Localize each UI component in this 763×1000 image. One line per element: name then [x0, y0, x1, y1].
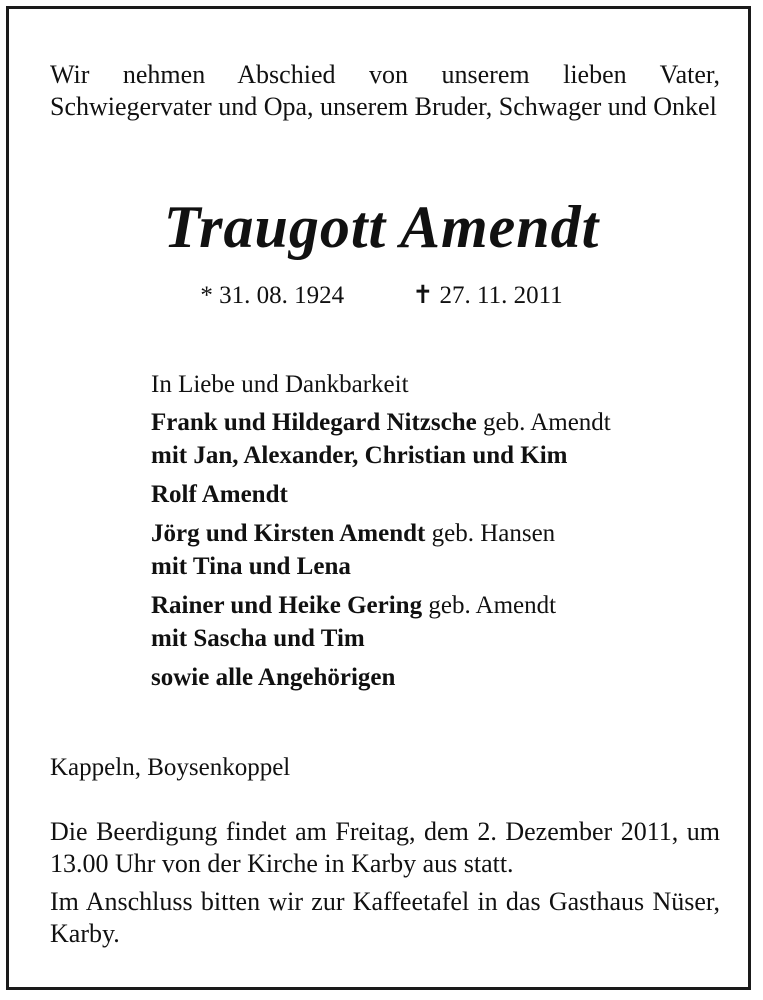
mourner-name: Frank und Hildegard Nitzsche: [151, 409, 477, 436]
mourner-name-line: [151, 478, 711, 511]
mourner-entry: [151, 478, 711, 511]
mourner-name: Rolf Amendt: [151, 481, 288, 508]
family-address: Kappeln, Boysenkoppel: [50, 754, 291, 781]
deceased-name: Traugott Amendt: [163, 194, 600, 260]
birth-date: * 31. 08. 1924: [200, 282, 345, 309]
mourners-list: [151, 369, 711, 700]
mourner-name: Rainer und Heike Gering: [151, 592, 423, 619]
intro-text: Wir nehmen Abschied von unserem lieben Vater, Schwiegervater und Opa, unserem Bruder, Schwager und Onkel: [50, 60, 720, 121]
mourners-greeting: In Liebe und Dankbarkeit: [151, 371, 409, 398]
mourner-birth-name: geb. Amendt: [476, 409, 611, 436]
mourner-name-line: [151, 661, 711, 694]
mourner-children: mit Sascha und Tim: [151, 625, 365, 652]
reception-info: Im Anschluss bitten wir zur Kaffeetafel in das Gasthaus Nüser, Karby.: [50, 887, 720, 948]
mourner-name-line: [151, 406, 711, 439]
mourner-name: Jörg und Kirsten Amendt: [151, 520, 426, 547]
mourner-entry: [151, 589, 711, 655]
mourner-name-line: [151, 517, 711, 550]
other-relatives: sowie alle Angehörigen: [151, 664, 396, 691]
mourner-entry: [151, 517, 711, 583]
mourner-birth-name: geb. Hansen: [425, 520, 556, 547]
death-date: ✝ 27. 11. 2011: [412, 282, 563, 309]
funeral-info: Die Beerdigung findet am Freitag, dem 2. Dezember 2011, um 13.00 Uhr von der Kirche in Karby aus statt.: [50, 817, 720, 878]
mourner-name-line: [151, 589, 711, 622]
mourner-children: mit Tina und Lena: [151, 553, 351, 580]
life-dates: [9, 279, 751, 313]
mourner-entry: [151, 406, 711, 472]
mourner-birth-name: geb. Amendt: [422, 592, 557, 619]
mourner-entry: [151, 661, 711, 694]
mourner-children: mit Jan, Alexander, Christian und Kim: [151, 442, 568, 469]
obituary-notice: [6, 6, 751, 990]
